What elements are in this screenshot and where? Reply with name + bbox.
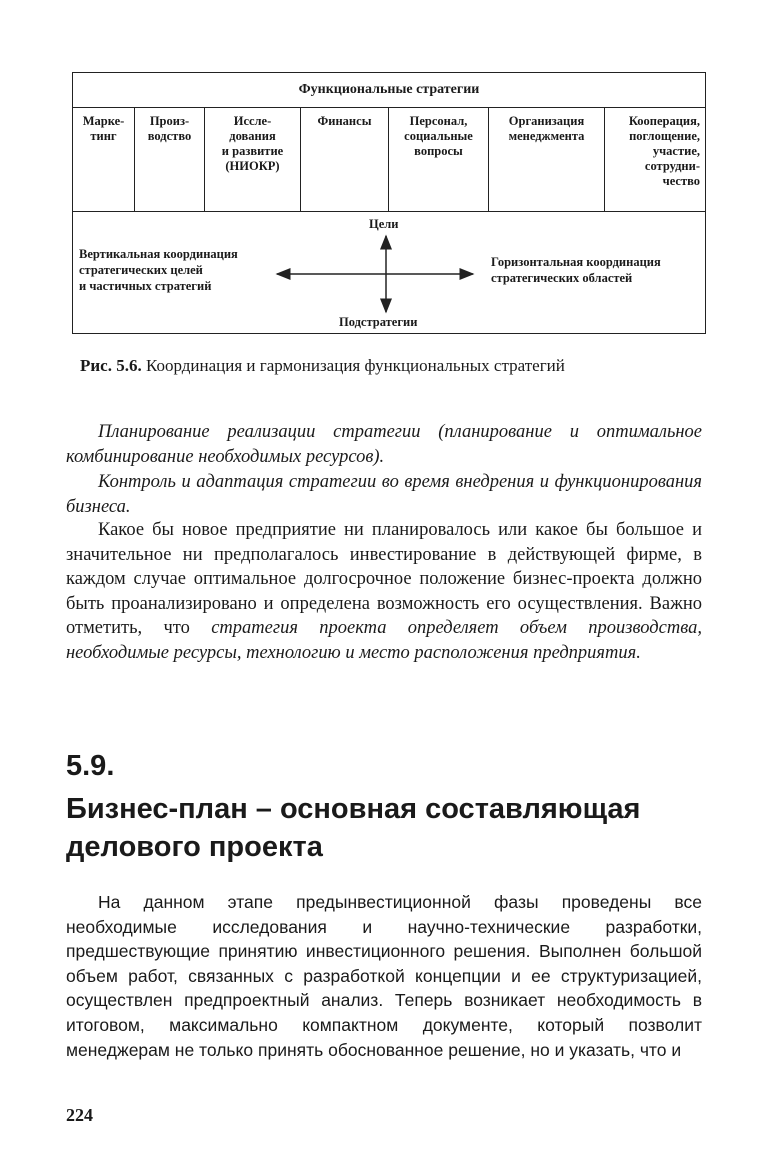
italic-paragraph-control: Контроль и адаптация стратегии во время внедрения и функционирования бизнеса. — [66, 472, 702, 517]
caption-label: Рис. 5.6. — [80, 356, 142, 375]
vertical-coordination-label: Вертикальная координация стратегических целей и частичных стратегий — [79, 247, 238, 293]
column-cooperation: Кооперация, поглощение, участие, сотрудни- чество — [628, 114, 700, 188]
column-marketing: Марке- тинг — [73, 108, 135, 211]
closing-paragraph: На данном этапе предынвестиционной фазы проведены все необходимые исследования и научно-технические разработки, предшествующие принятию инвестиционного решения. Выполнен большой объем работ, связанных с разработкой концепции и ее структуризацией, осуществлен предпроектный анализ. Теперь возникает необходимость в итоговом, максимально компактном документе, который позволит менеджерам не только принять обоснованное решение, но и указать, что и — [66, 892, 702, 1060]
italic-paragraph-planning: Планирование реализации стратегии (планирование и оптимальное комбинирование необходимых ресурсов). — [66, 422, 702, 467]
goals-label: Цели — [369, 217, 399, 231]
functional-strategies-figure — [72, 72, 706, 334]
coordination-diagram — [73, 212, 705, 334]
column-finance: Финансы — [301, 108, 389, 211]
figure-caption — [80, 356, 700, 376]
strategy-paragraph-emphasis: стратегия проекта определяет объем производства, необходимые ресурсы, технологию и место расположения предприятия. — [66, 618, 702, 663]
substrategies-label: Подстратегии — [339, 315, 418, 329]
column-management: Организация менеджмента — [489, 108, 605, 211]
section-title: Бизнес-план – основная составляющая делового проекта — [66, 793, 641, 863]
page-number: 224 — [66, 1105, 93, 1125]
column-production: Произ- водство — [135, 108, 205, 211]
caption-text: Координация и гармонизация функциональных стратегий — [141, 356, 565, 375]
column-rnd: Иссле- дования и развитие (НИОКР) — [205, 108, 301, 211]
strategy-paragraph-text: Какое бы новое предприятие ни планировалось или какое бы большое и значительное ни предполагалось инвестирование в действующей фирме, в каждом случае оптимальное долгосрочное положение бизнес-проекта должно быть проанализировано и определена возможность его осуществления. Важно отметить, что — [66, 520, 702, 638]
section-number: 5.9. — [66, 750, 115, 782]
horizontal-coordination-label: Горизонтальная координация стратегических областей — [491, 255, 661, 285]
strategy-paragraph — [66, 518, 702, 665]
figure-columns — [73, 108, 705, 212]
figure-header: Функциональные стратегии — [73, 73, 705, 108]
column-personnel: Персонал, социальные вопросы — [389, 108, 489, 211]
